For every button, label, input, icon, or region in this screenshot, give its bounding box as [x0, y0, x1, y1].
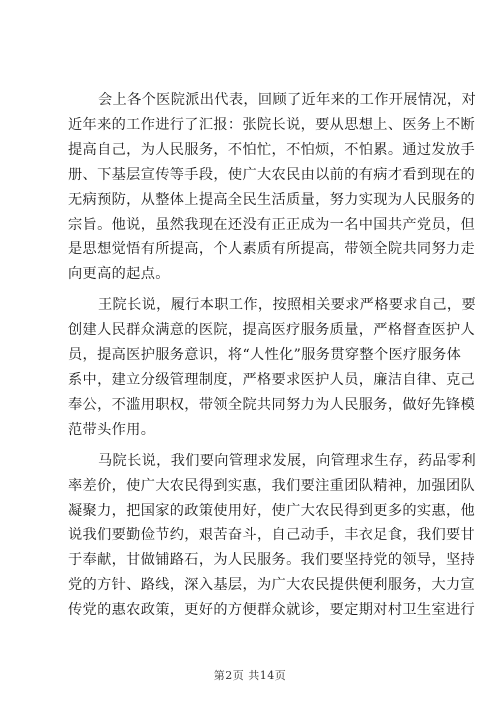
paragraph-line: 传党的惠农政策，更好的方便群众就诊，要定期对村卫生室进行 [68, 602, 476, 619]
paragraph-1 [68, 88, 476, 287]
paragraph-line: 向更高的起点。 [68, 266, 170, 283]
page-number-footer: 第2页 共14页 [213, 669, 287, 682]
paragraph-line: 率差价，使广大农民得到实惠，我们要注重团队精神，加强团队 [68, 477, 476, 494]
paragraph-3 [68, 449, 476, 623]
paragraph-line: 是思想觉悟有所提高，个人素质有所提高，带领全院共同努力走 [68, 241, 476, 258]
paragraph-line: 创建人民群众满意的医院，提高医疗服务质量，严格督查医护人 [68, 322, 476, 339]
paragraph-line: 说我们要勤俭节约，艰苦奋斗，自己动手，丰衣足食，我们要甘 [68, 527, 476, 544]
paragraph-line: 宗旨。他说，虽然我现在还没有正正成为一名中国共产党员，但 [68, 216, 476, 233]
paragraph-line: 无病预防，从整体上提高全民生活质量，努力实现为人民服务的 [68, 191, 476, 208]
paragraph-line: 会上各个医院派出代表，回顾了近年来的工作开展情况，对 [98, 92, 476, 108]
paragraph-line: 员，提高医护服务意识，将“人性化”服务贯穿整个医疗服务体 [68, 347, 462, 364]
paragraph-line: 凝聚力，把国家的政策使用好，使广大农民得到更多的实惠，他 [68, 502, 476, 519]
paragraph-line: 王院长说，履行本职工作，按照相关要求严格要求自己，要 [98, 297, 476, 314]
paragraph-2 [68, 293, 476, 442]
paragraph-line: 系中，建立分级管理制度，严格要求医护人员，廉洁自律、克己 [68, 371, 476, 388]
paragraph-line: 提高自己，为人民服务，不怕忙，不怕烦，不怕累。通过发放手 [68, 141, 476, 158]
paragraph-line: 马院长说，我们要向管理求发展，向管理求生存，药品零利 [98, 452, 476, 469]
paragraph-line: 党的方针、路线，深入基层，为广大农民提供便利服务，大力宣 [68, 577, 476, 594]
paragraph-line: 近年来的工作进行了汇报：张院长说，要从思想上、医务上不断 [68, 116, 476, 133]
paragraph-line: 册、下基层宣传等手段，使广大农民由以前的有病才看到现在的 [68, 166, 476, 183]
paragraph-line: 于奉献，甘做铺路石，为人民服务。我们要坚持党的领导，坚持 [68, 552, 476, 569]
paragraph-line: 奉公，不滥用职权，带领全院共同努力为人民服务，做好先锋模 [68, 396, 476, 413]
paragraph-line: 范带头作用。 [68, 421, 156, 438]
document-body [68, 88, 476, 629]
